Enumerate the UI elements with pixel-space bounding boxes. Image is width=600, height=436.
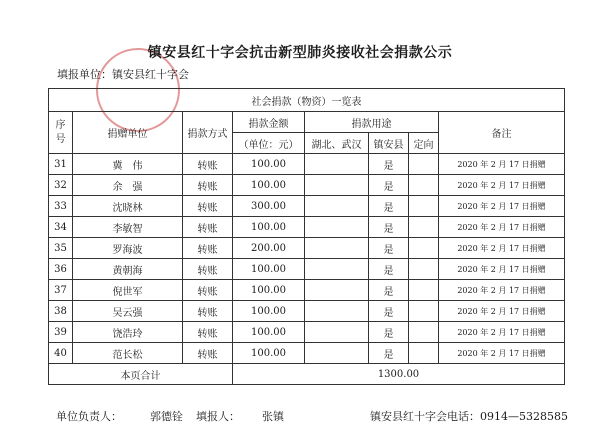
cell-donor: 饶浩玲 (73, 322, 183, 343)
table-row (49, 259, 565, 280)
cell-hubei (305, 322, 369, 343)
cell-directed (409, 343, 439, 364)
cell-amount: 100.00 (233, 280, 305, 301)
cell-amount: 100.00 (233, 175, 305, 196)
cell-seq: 35 (49, 238, 73, 259)
table-row (49, 301, 565, 322)
filler-line (57, 66, 189, 82)
cell-zhenan: 是 (369, 154, 409, 175)
cell-amount: 100.00 (233, 343, 305, 364)
filler-label: 填报单位： (57, 68, 112, 81)
cell-hubei (305, 301, 369, 322)
table-row (49, 175, 565, 196)
header-seq (49, 112, 73, 154)
cell-zhenan: 是 (369, 259, 409, 280)
cell-amount: 200.00 (233, 238, 305, 259)
cell-donor: 黄朝海 (73, 259, 183, 280)
filer-label: 填报人： (196, 410, 240, 423)
cell-remark: 2020 年 2 月 17 日捐赠 (439, 280, 565, 301)
cell-hubei (305, 280, 369, 301)
cell-zhenan: 是 (369, 301, 409, 322)
cell-seq: 33 (49, 196, 73, 217)
cell-zhenan: 是 (369, 217, 409, 238)
header-seq-2: 号 (55, 133, 66, 145)
total-label: 本页合计 (49, 364, 233, 385)
header-amount: 捐款金额 (233, 112, 305, 133)
cell-amount: 300.00 (233, 196, 305, 217)
document-title: 镇安县红十字会抗击新型肺炎接收社会捐款公示 (147, 45, 453, 61)
cell-remark: 2020 年 2 月 17 日捐赠 (439, 322, 565, 343)
cell-remark: 2020 年 2 月 17 日捐赠 (439, 217, 565, 238)
cell-donor: 冀 伟 (73, 154, 183, 175)
total-row (49, 364, 565, 385)
cell-seq: 40 (49, 343, 73, 364)
cell-remark: 2020 年 2 月 17 日捐赠 (439, 238, 565, 259)
cell-donor: 吴云强 (73, 301, 183, 322)
header-usage: 捐款用途 (305, 112, 439, 133)
header-usage-directed: 定向 (409, 133, 439, 154)
cell-remark: 2020 年 2 月 17 日捐赠 (439, 154, 565, 175)
header-remark: 备注 (439, 112, 565, 154)
table-row (49, 238, 565, 259)
cell-hubei (305, 343, 369, 364)
cell-seq: 37 (49, 280, 73, 301)
total-value: 1300.00 (233, 364, 565, 385)
cell-zhenan: 是 (369, 343, 409, 364)
cell-method: 转账 (183, 280, 233, 301)
leader-label: 单位负责人： (56, 410, 122, 423)
cell-remark: 2020 年 2 月 17 日捐赠 (439, 343, 565, 364)
cell-amount: 100.00 (233, 301, 305, 322)
cell-donor: 余 强 (73, 175, 183, 196)
leader-name: 郭德铨 (150, 410, 183, 423)
filler-value: 镇安县红十字会 (112, 68, 189, 81)
cell-remark: 2020 年 2 月 17 日捐赠 (439, 196, 565, 217)
cell-method: 转账 (183, 217, 233, 238)
cell-directed (409, 217, 439, 238)
cell-seq: 34 (49, 217, 73, 238)
cell-remark: 2020 年 2 月 17 日捐赠 (439, 259, 565, 280)
cell-remark: 2020 年 2 月 17 日捐赠 (439, 175, 565, 196)
filer-name: 张镇 (262, 410, 284, 423)
table-row (49, 154, 565, 175)
phone-label: 镇安县红十字会电话： (370, 410, 480, 423)
cell-method: 转账 (183, 259, 233, 280)
header-method: 捐款方式 (183, 112, 233, 154)
cell-hubei (305, 259, 369, 280)
cell-remark: 2020 年 2 月 17 日捐赠 (439, 301, 565, 322)
cell-seq: 36 (49, 259, 73, 280)
cell-directed (409, 322, 439, 343)
cell-amount: 100.00 (233, 322, 305, 343)
cell-directed (409, 301, 439, 322)
header-usage-hubei: 湖北、武汉 (305, 133, 369, 154)
cell-directed (409, 175, 439, 196)
header-usage-zhenan: 镇安县 (369, 133, 409, 154)
section-title: 社会捐款（物资）一览表 (49, 89, 565, 112)
cell-zhenan: 是 (369, 238, 409, 259)
cell-donor: 沈晓林 (73, 196, 183, 217)
table-row (49, 280, 565, 301)
cell-donor: 罗海波 (73, 238, 183, 259)
cell-method: 转账 (183, 196, 233, 217)
cell-directed (409, 238, 439, 259)
cell-hubei (305, 196, 369, 217)
cell-seq: 38 (49, 301, 73, 322)
cell-zhenan: 是 (369, 175, 409, 196)
header-amount-unit: （单位：元） (233, 133, 305, 154)
donation-table (48, 88, 565, 385)
cell-donor: 范长松 (73, 343, 183, 364)
footer-leader (56, 408, 183, 424)
cell-method: 转账 (183, 238, 233, 259)
header-donor: 捐赠单位 (73, 112, 183, 154)
cell-method: 转账 (183, 322, 233, 343)
cell-donor: 李敏智 (73, 217, 183, 238)
cell-seq: 32 (49, 175, 73, 196)
footer-phone (370, 408, 568, 424)
cell-seq: 39 (49, 322, 73, 343)
cell-seq: 31 (49, 154, 73, 175)
cell-hubei (305, 154, 369, 175)
cell-amount: 100.00 (233, 217, 305, 238)
cell-hubei (305, 175, 369, 196)
cell-directed (409, 280, 439, 301)
header-seq-1: 序 (55, 119, 66, 131)
cell-method: 转账 (183, 301, 233, 322)
cell-directed (409, 196, 439, 217)
cell-directed (409, 154, 439, 175)
footer-filer (196, 408, 284, 424)
cell-hubei (305, 217, 369, 238)
cell-zhenan: 是 (369, 322, 409, 343)
cell-directed (409, 259, 439, 280)
table-row (49, 217, 565, 238)
cell-method: 转账 (183, 154, 233, 175)
cell-method: 转账 (183, 175, 233, 196)
table-row (49, 322, 565, 343)
cell-amount: 100.00 (233, 259, 305, 280)
cell-zhenan: 是 (369, 196, 409, 217)
cell-method: 转账 (183, 343, 233, 364)
phone-number: 0914—5328585 (480, 410, 568, 423)
table-row (49, 343, 565, 364)
cell-donor: 倪世军 (73, 280, 183, 301)
cell-hubei (305, 238, 369, 259)
cell-zhenan: 是 (369, 280, 409, 301)
cell-amount: 100.00 (233, 154, 305, 175)
table-row (49, 196, 565, 217)
